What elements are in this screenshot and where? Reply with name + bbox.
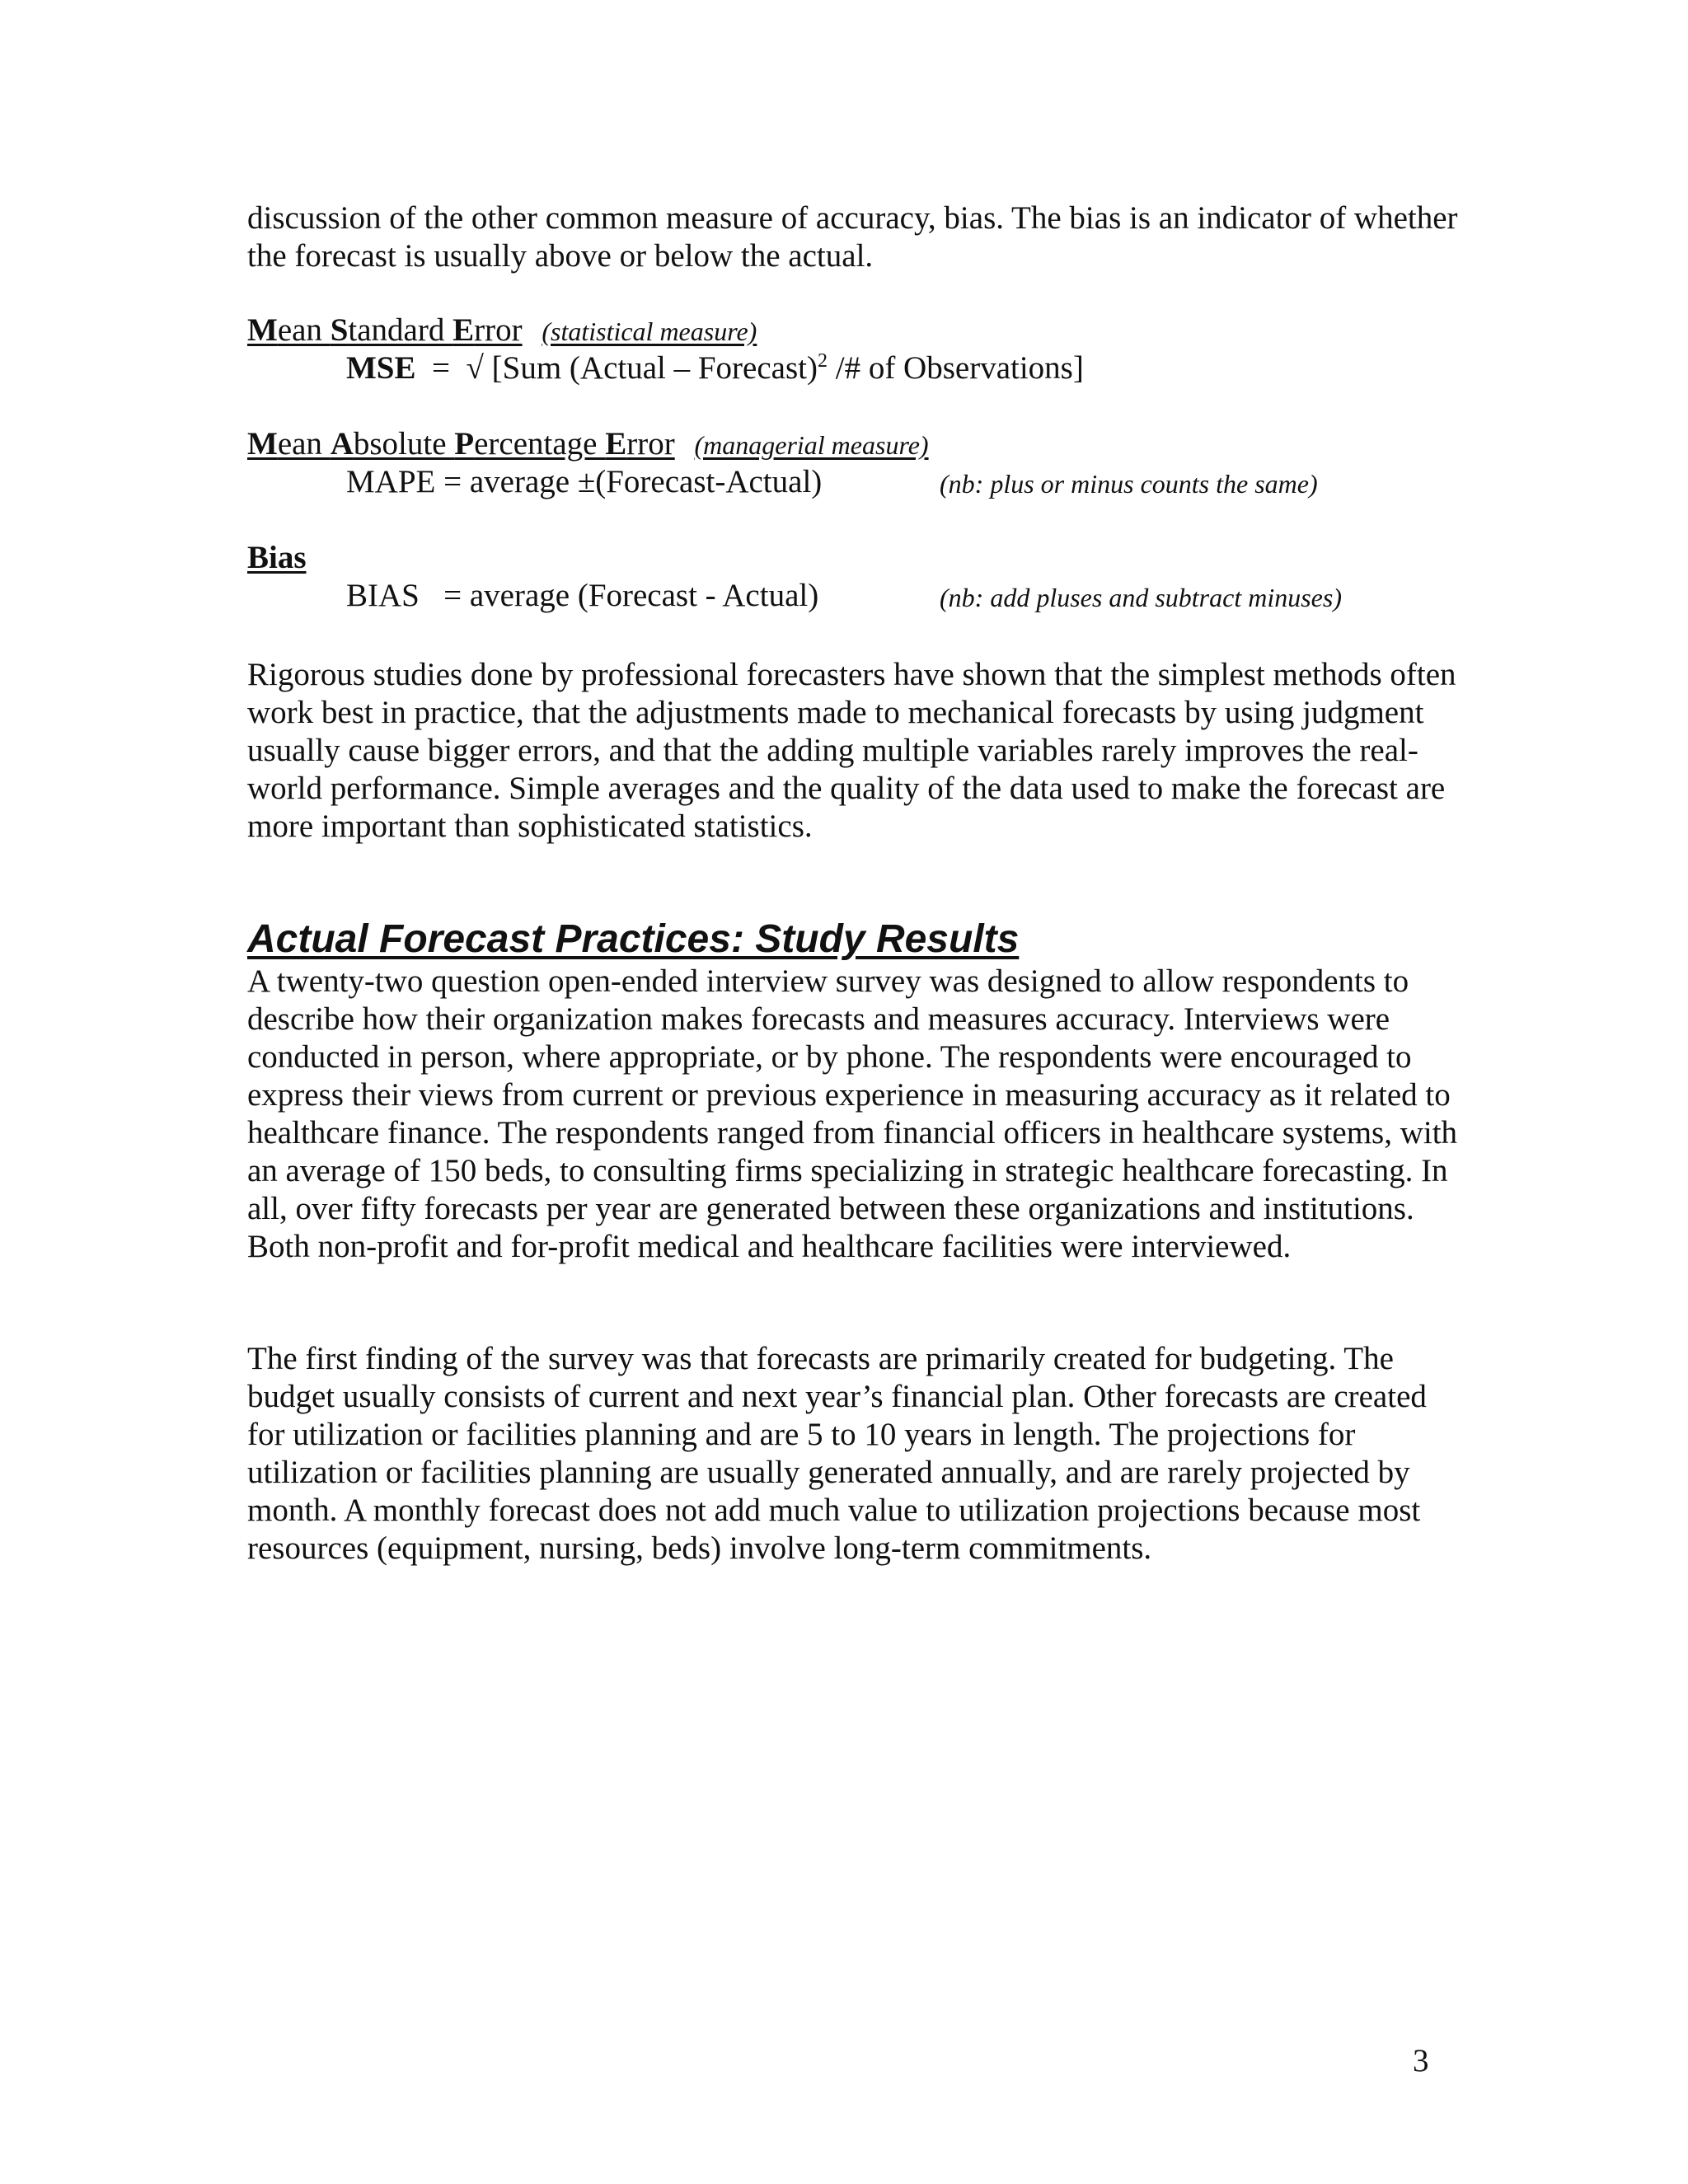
mse-formula: [346, 349, 1084, 387]
mse-heading: [247, 312, 757, 350]
mse-formula-sup: 2: [817, 350, 828, 372]
mape-h7: E: [605, 426, 627, 462]
mape-formula-note: (nb: plus or minus counts the same): [940, 469, 1318, 499]
mape-heading: [247, 425, 929, 464]
mse-heading-note: (statistical measure): [542, 316, 757, 346]
mse-formula-b: /# of Observations]: [827, 350, 1084, 386]
mse-h6: rror: [474, 312, 523, 348]
mape-h1: M: [247, 426, 278, 462]
mape-h4: bsolute: [353, 426, 455, 462]
section-title: Actual Forecast Practices: Study Results: [247, 917, 1020, 961]
mape-h3: A: [330, 426, 354, 462]
bias-heading-title: Bias: [247, 540, 307, 575]
mse-formula-label: MSE: [346, 350, 416, 386]
mse-h2: ean: [277, 312, 331, 348]
mse-h4: tandard: [348, 312, 453, 348]
mape-h5: P: [454, 426, 475, 462]
mape-h6: ercentage: [474, 426, 606, 462]
finding-paragraph: The first finding of the survey was that forecasts are primarily created for budgeting. The budget usually consists of current and next year’s financial plan. Other forecasts are created for utilization or facilities planning and are 5 to 10 years in length. The projections for utilization or facilities planning are usually generated annually, and are rarely projected by month. A monthly forecast does not add much value to utilization projections because most resources (equipment, nursing, beds) involve long-term commitments.: [247, 1341, 1427, 1566]
bias-heading: [247, 539, 307, 577]
page-number: 3: [1413, 2043, 1429, 2079]
survey-paragraph: A twenty-two question open-ended interview survey was designed to allow respondents to describe how their organization makes forecasts and measures accuracy. Interviews were conducted in person, where appropriate, or by phone. The respondents were encouraged to express their views from current or previous experience in measuring accuracy as it related to healthcare finance. The respondents ranged from financial officers in healthcare systems, with an average of 150 beds, to consulting firms specializing in strategic healthcare forecasting. In all, over fifty forecasts per year are generated between these organizations and institutions. Both non-profit and for-profit medical and healthcare facilities were interviewed.: [247, 963, 1458, 1264]
mse-formula-a: = √ [Sum (Actual – Forecast): [415, 350, 818, 386]
mape-h2: ean: [277, 426, 331, 462]
mape-h8: rror: [626, 426, 675, 462]
mse-h3: S: [330, 312, 349, 348]
rigorous-paragraph: Rigorous studies done by professional forecasters have shown that the simplest methods often work best in practice, that the adjustments made to mechanical forecasts by using judgment usually cause bigger errors, and that the adding multiple variables rarely improves the real-world performance. Simple averages and the quality of the data used to make the forecast are more important than sophisticated statistics.: [247, 657, 1456, 844]
bias-formula: BIAS = average (Forecast - Actual): [346, 578, 819, 613]
mse-h5: E: [452, 312, 475, 348]
mape-formula: MAPE = average ±(Forecast-Actual): [346, 464, 823, 499]
intro-paragraph: discussion of the other common measure of accuracy, bias. The bias is an indicator of whether the forecast is usually above or below the actual.: [247, 200, 1458, 274]
mape-heading-title: [247, 426, 675, 462]
bias-formula-note: (nb: add pluses and subtract minuses): [940, 583, 1342, 612]
mse-heading-title: [247, 312, 523, 348]
mse-h1: M: [247, 312, 278, 348]
mape-heading-note: (managerial measure): [694, 430, 929, 460]
